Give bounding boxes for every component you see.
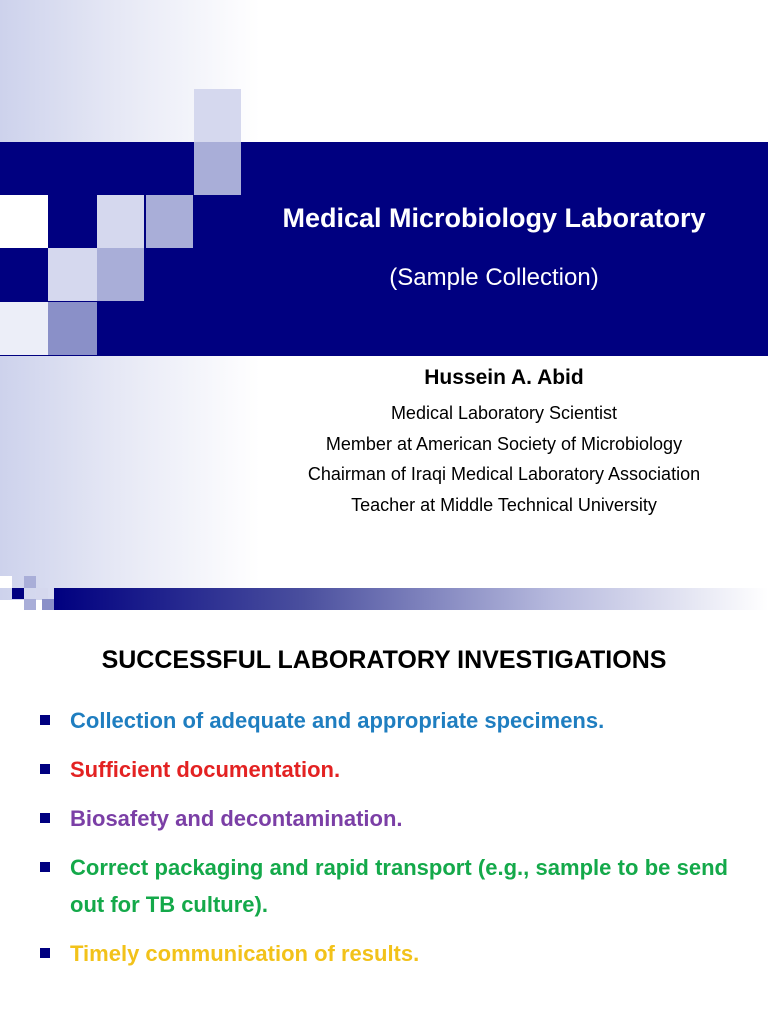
deco-mini-square: [24, 576, 36, 588]
content-slide: [0, 620, 768, 1024]
slide-title: Medical Microbiology Laboratory: [282, 203, 706, 233]
bullet-text: Timely communication of results.: [70, 941, 420, 966]
deco-square: [97, 195, 144, 248]
author-chairman: Chairman of Iraqi Medical Laboratory Association: [307, 464, 701, 484]
author-teacher: Teacher at Middle Technical University: [351, 494, 657, 515]
deco-mini-square: [24, 599, 36, 610]
square-bullet-icon: [40, 862, 50, 872]
deco-square: [48, 248, 97, 301]
decorative-strip: [54, 588, 768, 610]
bullet-text: Collection of adequate and appropriate specimens.: [70, 708, 605, 733]
square-bullet-icon: [40, 764, 50, 774]
deco-square: [48, 302, 97, 355]
deco-mini-square: [0, 576, 12, 588]
bullet-text: Biosafety and decontamination.: [70, 806, 403, 831]
bullet-text: Sufficient documentation.: [70, 757, 341, 782]
square-bullet-icon: [40, 813, 50, 823]
slide-subtitle: (Sample Collection): [389, 264, 599, 291]
bullet-text: Correct packaging and rapid transport (e.g., sample to be send out for TB culture).: [70, 855, 728, 917]
deco-square: [194, 142, 241, 195]
author-name: Hussein A. Abid: [424, 366, 584, 389]
deco-mini-square: [42, 599, 54, 610]
deco-square: [0, 302, 48, 355]
deco-square: [97, 248, 144, 301]
deco-square: [194, 89, 241, 142]
deco-mini-square: [12, 588, 24, 599]
deco-square: [0, 195, 48, 248]
author-membership: Member at American Society of Microbiology: [325, 433, 683, 454]
author-block: [240, 366, 768, 520]
author-role: Medical Laboratory Scientist: [390, 403, 618, 423]
slide-heading: SUCCESSFUL LABORATORY INVESTIGATIONS: [101, 646, 667, 674]
square-bullet-icon: [40, 948, 50, 958]
square-bullet-icon: [40, 715, 50, 725]
deco-square: [146, 195, 193, 248]
deco-mini-square: [36, 588, 48, 599]
